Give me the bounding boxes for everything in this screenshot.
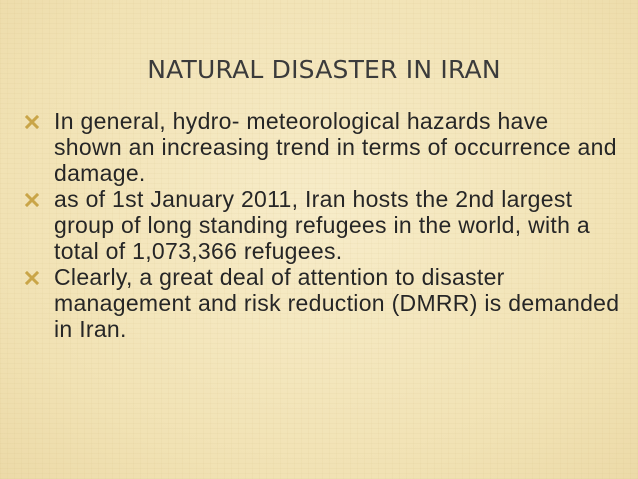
x-mark-icon <box>24 114 40 130</box>
x-mark-icon <box>24 192 40 208</box>
x-mark-icon <box>24 270 40 286</box>
bullet-item <box>22 108 622 186</box>
bullet-text: Clearly, a great deal of attention to disaster management and risk reduction (DMRR) is demanded in Iran. <box>54 264 620 342</box>
slide-title: NATURAL DISASTER IN IRAN <box>147 55 501 84</box>
bullet-text: In general, hydro- meteorological hazards have shown an increasing trend in terms of occurrence and damage. <box>54 108 617 186</box>
bullet-item <box>22 186 622 264</box>
bullet-item <box>22 264 622 342</box>
bullet-text: as of 1st January 2011, Iran hosts the 2nd largest group of long standing refugees in the world, with a total of 1,073,366 refugees. <box>54 186 590 264</box>
bullet-list <box>22 108 622 342</box>
